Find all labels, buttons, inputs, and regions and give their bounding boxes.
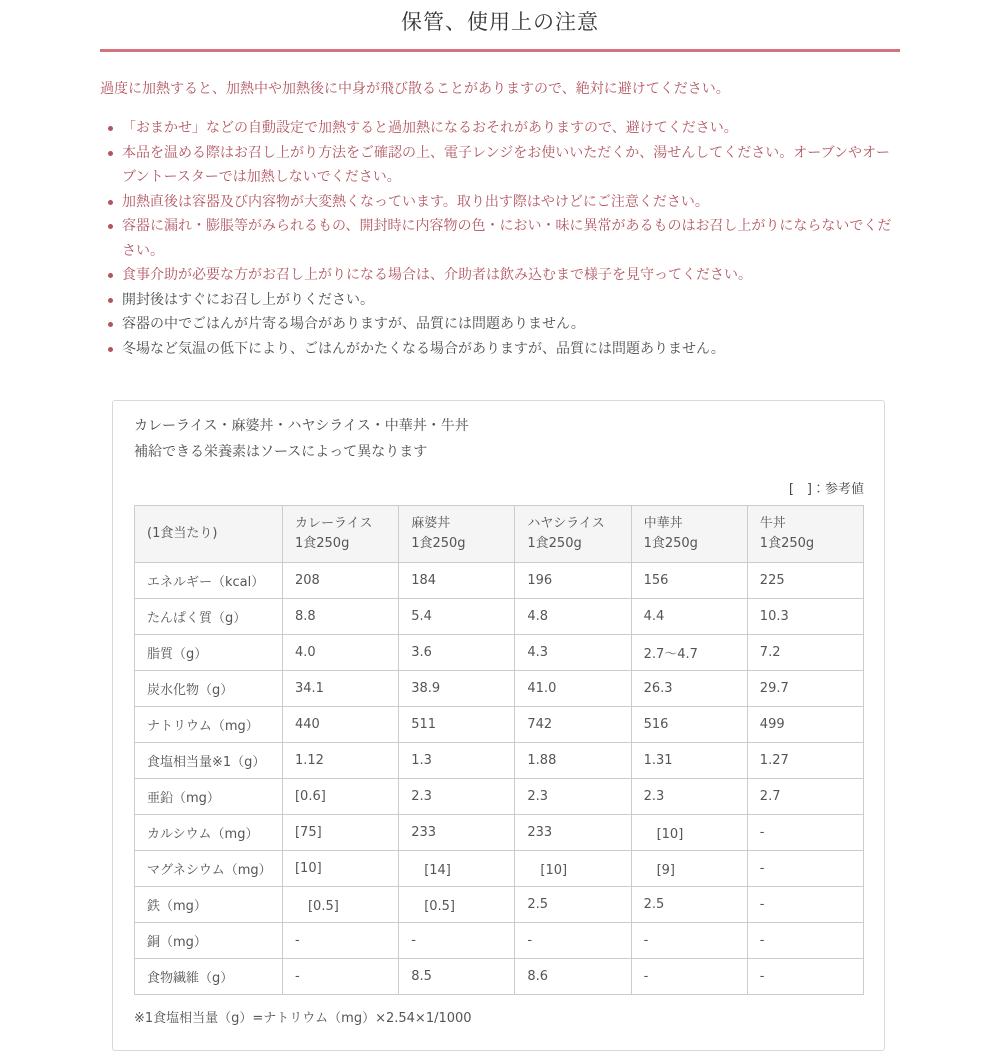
nutrient-value-cell: 7.2 (747, 635, 863, 671)
nutrition-panel (112, 400, 885, 1051)
nutrient-value-cell: - (747, 815, 863, 851)
table-row (135, 599, 864, 635)
page-content (0, 6, 1000, 1051)
table-column-header (515, 506, 631, 563)
precaution-item: 容器に漏れ・膨脹等がみられるもの、開封時に内容物の色・におい・味に異常があるものはお召し上がりにならないでください。 (108, 214, 900, 263)
table-column-header (747, 506, 863, 563)
nutrient-value-cell: [75] (282, 815, 398, 851)
reference-value-note: [ ]：参考値 (788, 482, 864, 497)
nutrient-value-cell: - (282, 959, 398, 995)
intro-warning-text: 過度に加熱すると、加熱中や加熱後に中身が飛び散ることがありますので、絶対に避けてください。 (100, 81, 730, 97)
nutrient-value-cell: - (282, 923, 398, 959)
nutrient-value-cell: 2.7～4.7 (631, 635, 747, 671)
nutrient-value-cell: - (631, 923, 747, 959)
precaution-item: 「おまかせ」などの自動設定で加熱すると過加熱になるおそれがありますので、避けてください。 (108, 116, 900, 141)
page-title: 保管、使用上の注意 (401, 10, 599, 34)
table-row (135, 851, 864, 887)
column-serving-size: 1食250g (294, 536, 350, 551)
table-row (135, 815, 864, 851)
column-product-name: 牛丼 (759, 516, 786, 531)
nutrient-value-cell: 196 (515, 563, 631, 599)
nutrient-value-cell: [14] (399, 851, 515, 887)
precaution-item: 本品を温める際はお召し上がり方法をご確認の上、電子レンジをお使いいただくか、湯せんしてください。オーブンやオーブントースターでは加熱しないでください。 (108, 141, 900, 190)
nutrition-heading-note: 補給できる栄養素はソースによって異なります (134, 444, 428, 460)
nutrient-value-cell: 2.5 (515, 887, 631, 923)
nutrient-value-cell: 2.3 (399, 779, 515, 815)
column-serving-size: 1食250g (411, 536, 466, 551)
nutrient-value-cell: 26.3 (631, 671, 747, 707)
nutrient-value-cell: 1.3 (399, 743, 515, 779)
precaution-item: 容器の中でごはんが片寄る場合がありますが、品質には問題ありません。 (108, 312, 900, 337)
nutrient-value-cell: 5.4 (399, 599, 515, 635)
table-corner-label: (1食当たり) (135, 506, 283, 563)
row-label: 亜鉛（mg） (135, 779, 283, 815)
column-serving-size: 1食250g (643, 536, 698, 551)
row-label: 食塩相当量※1（g） (135, 743, 283, 779)
nutrition-table-header (135, 506, 864, 563)
nutrition-table-body (135, 563, 864, 995)
column-product-name: ハヤシライス (527, 516, 605, 531)
nutrient-value-cell: - (747, 923, 863, 959)
column-product-name: 中華丼 (643, 516, 683, 531)
table-column-header (631, 506, 747, 563)
row-label: エネルギー（kcal） (135, 563, 283, 599)
nutrient-value-cell: 4.3 (515, 635, 631, 671)
nutrient-value-cell: 8.5 (399, 959, 515, 995)
nutrient-value-cell: 8.6 (515, 959, 631, 995)
row-label: 食物繊維（g） (135, 959, 283, 995)
nutrient-value-cell: 156 (631, 563, 747, 599)
precaution-list (100, 116, 900, 361)
nutrient-value-cell: 184 (399, 563, 515, 599)
nutrient-value-cell: 4.0 (282, 635, 398, 671)
column-product-name: 麻婆丼 (411, 516, 451, 531)
nutrient-value-cell: 2.3 (515, 779, 631, 815)
nutrient-value-cell: 38.9 (399, 671, 515, 707)
column-serving-size: 1食250g (527, 536, 582, 551)
precaution-item: 開封後はすぐにお召し上がりください。 (108, 288, 900, 313)
nutrient-value-cell: 499 (747, 707, 863, 743)
nutrient-value-cell: 29.7 (747, 671, 863, 707)
nutrient-value-cell: 8.8 (282, 599, 398, 635)
nutrient-value-cell: [0.5] (282, 887, 398, 923)
table-column-header (282, 506, 398, 563)
column-serving-size: 1食250g (759, 536, 815, 551)
table-row (135, 959, 864, 995)
table-header-row (135, 506, 864, 563)
nutrient-value-cell: 233 (399, 815, 515, 851)
nutrient-value-cell: 208 (282, 563, 398, 599)
nutrient-value-cell: 3.6 (399, 635, 515, 671)
nutrient-value-cell: 511 (399, 707, 515, 743)
nutrient-value-cell: [10] (631, 815, 747, 851)
nutrient-value-cell: [10] (515, 851, 631, 887)
table-row (135, 635, 864, 671)
table-row (135, 779, 864, 815)
nutrition-heading-products: カレーライス・麻婆丼・ハヤシライス・中華丼・牛丼 (134, 418, 469, 434)
nutrient-value-cell: - (747, 959, 863, 995)
row-label: ナトリウム（mg） (135, 707, 283, 743)
nutrient-value-cell: - (631, 959, 747, 995)
row-label: 鉄（mg） (135, 887, 283, 923)
nutrition-table (134, 505, 864, 995)
nutrient-value-cell: 1.88 (515, 743, 631, 779)
nutrient-value-cell: 1.31 (631, 743, 747, 779)
nutrient-value-cell: 2.7 (747, 779, 863, 815)
nutrient-value-cell: 225 (747, 563, 863, 599)
nutrient-value-cell: - (399, 923, 515, 959)
nutrient-value-cell: [0.5] (399, 887, 515, 923)
table-row (135, 671, 864, 707)
nutrient-value-cell: 440 (282, 707, 398, 743)
precaution-item: 冬場など気温の低下により、ごはんがかたくなる場合がありますが、品質には問題ありません。 (108, 337, 900, 362)
table-row (135, 923, 864, 959)
nutrient-value-cell: 516 (631, 707, 747, 743)
row-label: マグネシウム（mg） (135, 851, 283, 887)
nutrient-value-cell: 2.3 (631, 779, 747, 815)
nutrient-value-cell: [10] (282, 851, 398, 887)
nutrient-value-cell: 41.0 (515, 671, 631, 707)
table-row (135, 887, 864, 923)
table-column-header (399, 506, 515, 563)
nutrient-value-cell: 1.27 (747, 743, 863, 779)
precaution-item: 食事介助が必要な方がお召し上がりになる場合は、介助者は飲み込むまで様子を見守ってください。 (108, 263, 900, 288)
nutrient-value-cell: 1.12 (282, 743, 398, 779)
nutrient-value-cell: 34.1 (282, 671, 398, 707)
nutrient-value-cell: - (747, 887, 863, 923)
table-row (135, 563, 864, 599)
table-row (135, 743, 864, 779)
nutrient-value-cell: 2.5 (631, 887, 747, 923)
table-row (135, 707, 864, 743)
row-label: たんぱく質（g） (135, 599, 283, 635)
nutrient-value-cell: - (515, 923, 631, 959)
precaution-item: 加熱直後は容器及び内容物が大変熱くなっています。取り出す際はやけどにご注意ください。 (108, 190, 900, 215)
nutrient-value-cell: [0.6] (282, 779, 398, 815)
row-label: 銅（mg） (135, 923, 283, 959)
nutrient-value-cell: - (747, 851, 863, 887)
nutrient-value-cell: [9] (631, 851, 747, 887)
salt-equivalent-footnote: ※1食塩相当量（g）=ナトリウム（mg）×2.54×1/1000 (134, 1011, 472, 1026)
row-label: カルシウム（mg） (135, 815, 283, 851)
row-label: 脂質（g） (135, 635, 283, 671)
column-product-name: カレーライス (294, 516, 373, 531)
row-label: 炭水化物（g） (135, 671, 283, 707)
nutrient-value-cell: 233 (515, 815, 631, 851)
nutrient-value-cell: 742 (515, 707, 631, 743)
nutrient-value-cell: 4.4 (631, 599, 747, 635)
title-divider (100, 49, 900, 52)
nutrient-value-cell: 4.8 (515, 599, 631, 635)
nutrient-value-cell: 10.3 (747, 599, 863, 635)
